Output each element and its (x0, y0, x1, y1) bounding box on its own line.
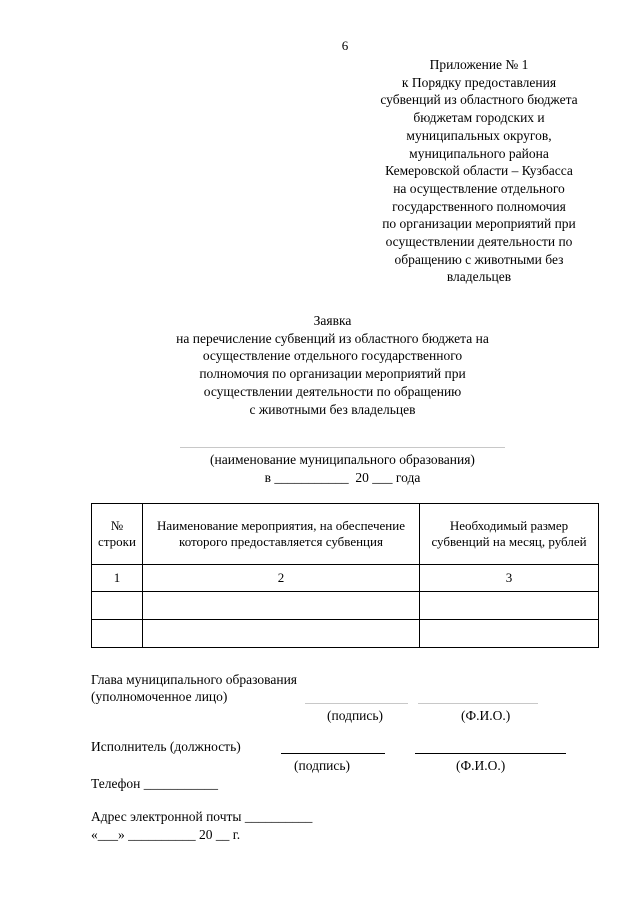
table-cell (143, 592, 420, 620)
column-number: 2 (143, 565, 420, 592)
appendix-line: осуществлении деятельности по (385, 234, 573, 250)
date-line: «___» __________ 20 __ г. (91, 827, 241, 842)
executor-signature-line (281, 753, 385, 754)
table-row (92, 592, 599, 620)
email-line: Адрес электронной почты __________ (91, 809, 313, 824)
appendix-line: обращению с животными без (394, 251, 564, 267)
title-heading: Заявка (313, 313, 352, 328)
table-column-number-row (92, 565, 599, 592)
column-number: 3 (420, 565, 599, 592)
head-fio-caption: (Ф.И.О.) (461, 708, 511, 723)
appendix-line: к Порядку предоставления (401, 74, 557, 90)
document-title (150, 312, 515, 418)
period-line: в ___________ 20 ___ года (264, 470, 421, 485)
appendix-line: Приложение № 1 (429, 57, 529, 72)
title-line: полномочия по организации мероприятий при (199, 366, 466, 382)
table-cell (143, 620, 420, 648)
appendix-line: муниципального района (409, 145, 549, 161)
executor-label: Исполнитель (должность) (91, 739, 241, 754)
table-row (92, 620, 599, 648)
table-header-row (92, 504, 599, 565)
table-cell (92, 620, 143, 648)
executor-fio-line (415, 753, 566, 754)
title-line: на перечисление субвенций из областного бюджета на (176, 330, 489, 346)
municipality-fill-line (180, 447, 505, 448)
head-fio-line (418, 703, 538, 704)
title-line: осуществлении деятельности по обращению (203, 383, 462, 399)
header-row-number: № строки (92, 504, 143, 565)
executor-fio-caption: (Ф.И.О.) (456, 758, 506, 773)
table-cell (420, 620, 599, 648)
appendix-line: субвенций из областного бюджета (380, 92, 578, 108)
appendix-line: муниципальных округов, (406, 127, 552, 143)
page-number: 6 (341, 38, 349, 53)
phone-line: Телефон ___________ (91, 776, 218, 791)
appendix-line: государственного полномочия (392, 198, 566, 214)
table-cell (420, 592, 599, 620)
head-signature-line (305, 703, 408, 704)
executor-signature-caption: (подпись) (294, 758, 351, 773)
table-cell (92, 592, 143, 620)
header-subvention-amount: Необходимый размер субвенций на месяц, рублей (420, 504, 599, 565)
appendix-header (350, 56, 608, 286)
appendix-line: Кемеровской области – Кузбасса (385, 163, 573, 179)
request-table (91, 503, 599, 648)
appendix-line: бюджетам городских и (413, 110, 545, 126)
title-line: осуществление отдельного государственного (202, 348, 463, 364)
head-title-line1: Глава муниципального образования (91, 672, 298, 687)
head-signature-caption: (подпись) (327, 708, 384, 723)
appendix-line: владельцев (446, 269, 512, 285)
appendix-line: по организации мероприятий при (382, 216, 576, 232)
title-line: с животными без владельцев (249, 401, 416, 417)
appendix-line: на осуществление отдельного (393, 180, 565, 196)
municipality-caption: (наименование муниципального образования) (210, 452, 475, 467)
head-title-line2: (уполномоченное лицо) (91, 689, 228, 704)
header-activity-name: Наименование мероприятия, на обеспечение которого предоставляется субвенция (143, 504, 420, 565)
column-number: 1 (92, 565, 143, 592)
